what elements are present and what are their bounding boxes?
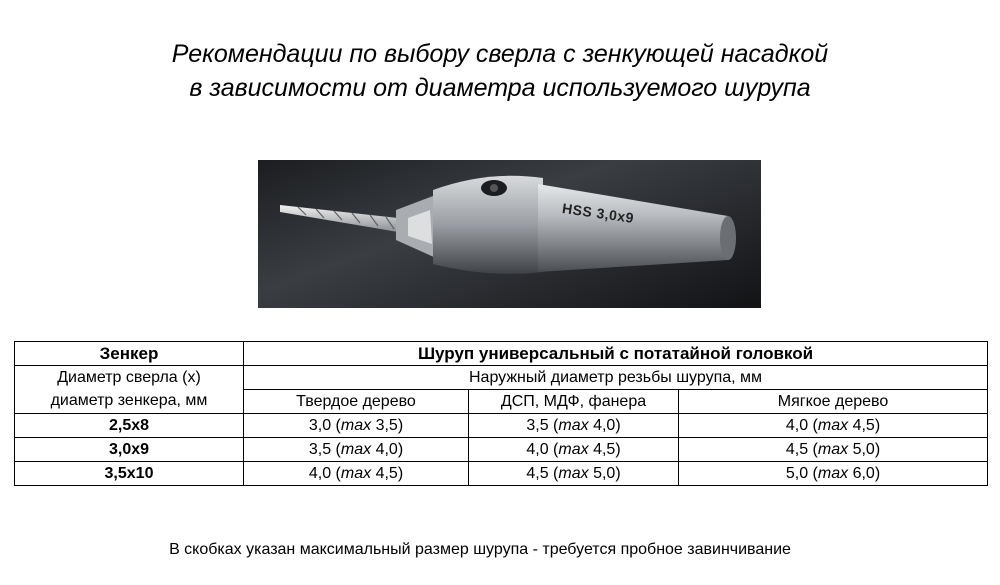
subheader-thread-diameter: Наружный диаметр резьбы шурупа, мм <box>244 366 988 390</box>
drill-engraving: HSS 3,0x9 <box>561 200 635 226</box>
page-title-line-2: в зависимости от диаметра используемого шурупа <box>189 74 811 102</box>
table-row <box>15 414 988 438</box>
row-size: 2,5х8 <box>15 414 244 438</box>
table-cell: 4,5 (max 5,0) <box>469 462 679 486</box>
wood-type-hard: Твердое дерево <box>244 390 469 414</box>
table-cell: 4,0 (max 4,5) <box>469 438 679 462</box>
table-row <box>15 462 988 486</box>
row-size: 3,5х10 <box>15 462 244 486</box>
table-cell: 4,5 (max 5,0) <box>679 438 988 462</box>
subheader-diameter-line-1: Диаметр сверла (х) <box>15 366 244 390</box>
subheader-diameter-line-2: диаметр зенкера, мм <box>15 390 244 414</box>
wood-type-particleboard: ДСП, МДФ, фанера <box>469 390 679 414</box>
row-size: 3,0х9 <box>15 438 244 462</box>
table-row <box>15 438 988 462</box>
footnote: В скобках указан максимальный размер шурупа - требуется пробное завинчивание <box>169 541 791 558</box>
header-screw: Шуруп универсальный с потатайной головкой <box>244 342 988 366</box>
table-cell: 4,0 (max 4,5) <box>679 414 988 438</box>
spec-table <box>14 341 988 486</box>
header-countersink: Зенкер <box>15 342 244 366</box>
countersink-drill-illustration <box>258 160 761 308</box>
table-cell: 3,5 (max 4,0) <box>469 414 679 438</box>
table-cell: 3,5 (max 4,0) <box>244 438 469 462</box>
drill-photo <box>258 160 761 308</box>
table-subheader-row <box>15 366 988 390</box>
table-cell: 5,0 (max 6,0) <box>679 462 988 486</box>
wood-type-soft: Мягкое дерево <box>679 390 988 414</box>
table-cell: 4,0 (max 4,5) <box>244 462 469 486</box>
table-wood-row <box>15 390 988 414</box>
table-header-row <box>15 342 988 366</box>
page-title-line-1: Рекомендации по выбору сверла с зенкующей насадкой <box>171 40 829 68</box>
table-cell: 3,0 (max 3,5) <box>244 414 469 438</box>
